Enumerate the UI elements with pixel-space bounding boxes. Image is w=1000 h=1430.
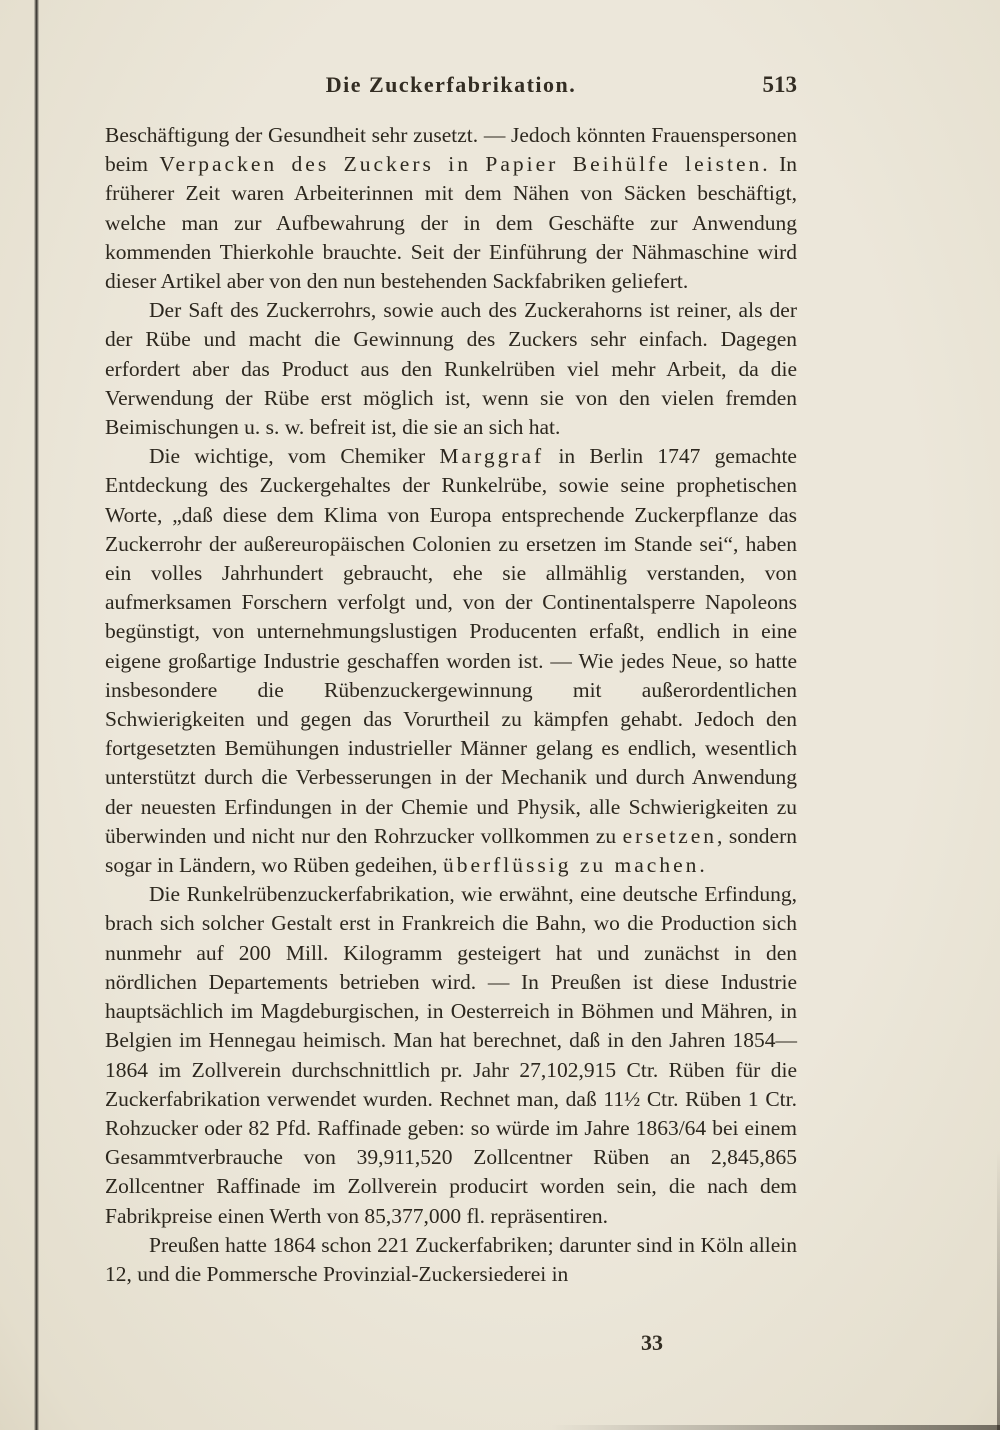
text-run: .	[699, 853, 705, 878]
text-run: Die wichtige, vom Chemiker	[149, 444, 440, 469]
emphasized-text: ersetzen	[622, 823, 718, 848]
text-run: Die Runkelrübenzuckerfabrikation, wie erwähnt, eine deutsche Erfindung, brach sich solcher Gestalt erst in Frankreich die Bahn, wo die Production sich nunmehr auf 200 Mill. Kilogramm gesteigert hat und zunächst in den nördlichen Departements betrieben wird. — In Preußen ist diese Industrie hauptsächlich im Magdeburgischen, in Oesterreich in Böhmen und Mähren, in Belgien im Hennegau heimisch. Man hat berechnet, daß in den Jahren 1854—1864 im Zollverein durchschnittlich pr. Jahr 27,102,915 Ctr. Rüben für die Zuckerfabrikation verwendet wurden. Rechnet man, daß 11½ Ctr. Rüben 1 Ctr. Rohzucker oder 82 Pfd. Raffinade geben: so würde im Jahre 1863/64 bei einem Gesammtverbrauche von 39,911,520 Zollcentner Rüben an 2,845,865 Zollcentner Raffinade im Zollverein producirt worden sein, die nach dem Fabrikpreise einen Werth von 85,377,000 fl. repräsentiren.	[105, 882, 797, 1228]
emphasized-text: Verpacken des Zuckers in Papier Beihülfe leisten	[159, 152, 763, 177]
page-header	[105, 72, 797, 102]
page-number: 513	[762, 72, 797, 97]
text-run: Preußen hatte 1864 schon 221 Zuckerfabriken; darunter sind in Köln allein 12, und die Pommersche Provinzial-Zuckersiederei in	[105, 1232, 797, 1286]
paragraph	[105, 880, 797, 1230]
text-run: , sondern sogar in Ländern, wo Rüben gedeihen,	[105, 823, 797, 878]
running-title: Die Zuckerfabrikation.	[325, 72, 577, 97]
paragraph	[105, 121, 797, 296]
text-run: . In früherer Zeit waren Arbeiterinnen mit dem Nähen von Säcken beschäftigt, welche man zur Aufbewahrung der in dem Geschäfte zur Anwendung kommenden Thierkohle brauchte. Seit der Einführung der Nähmaschine wird dieser Artikel aber von den nun bestehenden Sackfabriken geliefert.	[105, 152, 797, 294]
paragraph	[105, 1231, 797, 1289]
paragraph	[105, 442, 797, 880]
signature-number: 33	[641, 1330, 663, 1355]
text-run: Der Saft des Zuckerrohrs, sowie auch des Zuckerahorns ist reiner, als der der Rübe und macht die Gewinnung des Zuckers sehr einfach. Dagegen erfordert aber das Product aus den Runkelrüben viel mehr Arbeit, da die Verwendung der Rübe erst möglich ist, wenn sie von den vielen fremden Beimischungen u. s. w. befreit ist, die sie an sich hat.	[105, 298, 797, 440]
paragraph	[105, 296, 797, 442]
text-run: Beschäftigung der Gesundheit sehr zusetzt. — Jedoch könnten Frauenspersonen beim	[105, 123, 797, 177]
binding-gutter-shadow	[34, 0, 39, 1430]
emphasized-text: Marggraf	[439, 444, 545, 469]
body-text	[105, 121, 797, 1289]
page-bottom-edge-shadow	[550, 1425, 1000, 1430]
emphasized-text: überflüssig zu machen	[442, 853, 700, 878]
text-run: in Berlin 1747 gemachte Entdeckung des Zuckergehaltes der Runkelrübe, sowie seine prophetischen Worte, „daß diese dem Klima von Europa entsprechende Zuckerpflanze das Zuckerrohr der außereuropäischen Colonien zu ersetzen im Stande sei“, haben ein volles Jahrhundert gebraucht, ehe sie allmählig verstanden, von aufmerksamen Forschern verfolgt und, von der Continentalsperre Napoleons begünstigt, von unternehmungslustigen Producenten erfaßt, endlich in eine eigene großartige Industrie geschaffen worden ist. — Wie jedes Neue, so hatte insbesondere die Rübenzuckergewinnung mit außerordentlichen Schwierigkeiten und gegen das Vorurtheil zu kämpfen gehabt. Jedoch den fortgesetzten Bemühungen industrieller Männer gelang es endlich, wesentlich unterstützt durch die Verbesserungen in der Mechanik und durch Anwendung der neuesten Erfindungen in der Chemie und Physik, alle Schwierigkeiten zu überwinden und nicht nur den Rohrzucker vollkommen zu	[105, 444, 797, 848]
